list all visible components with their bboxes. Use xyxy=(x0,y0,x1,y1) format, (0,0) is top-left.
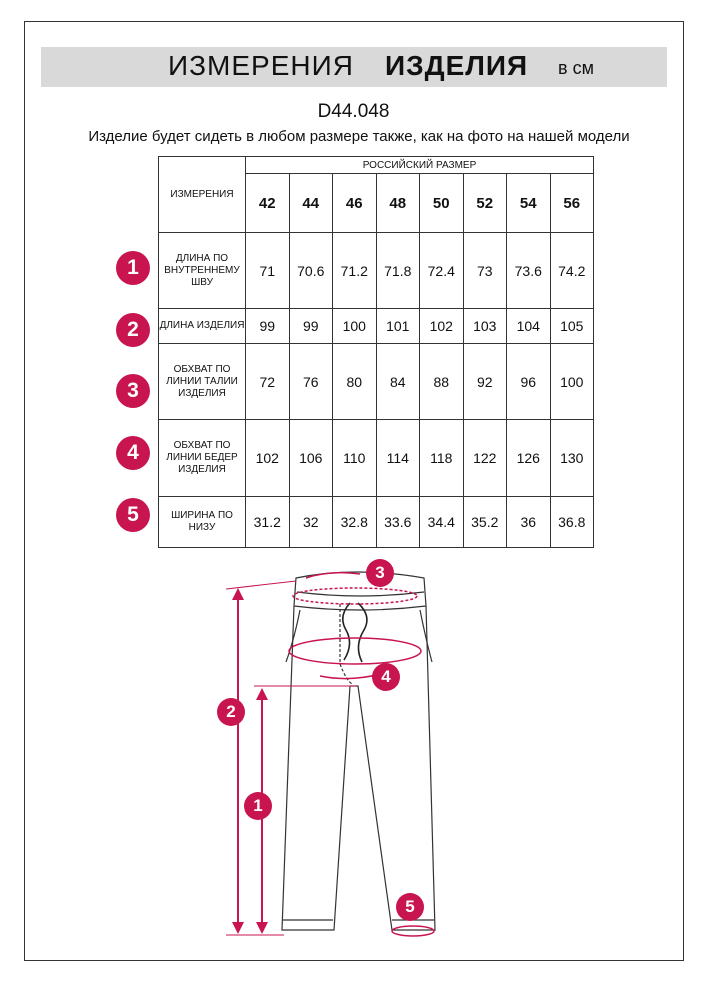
table-cell: 100 xyxy=(333,309,377,344)
table-cell: 106 xyxy=(289,420,333,496)
table-cell: 102 xyxy=(420,309,464,344)
size-group-header: РОССИЙСКИЙ РАЗМЕР xyxy=(246,157,594,174)
size-header: 48 xyxy=(376,174,420,233)
row-label: ОБХВАТ ПО ЛИНИИ БЕДЕР ИЗДЕЛИЯ xyxy=(159,420,246,496)
table-cell: 32.8 xyxy=(333,496,377,547)
table-cell: 100 xyxy=(550,344,594,420)
diagram-marker: 2 xyxy=(217,698,245,726)
table-cell: 31.2 xyxy=(246,496,290,547)
table-cell: 105 xyxy=(550,309,594,344)
table-cell: 73.6 xyxy=(507,233,551,309)
table-cell: 35.2 xyxy=(463,496,507,547)
fit-note: Изделие будет сидеть в любом размере также, как на фото на нашей модели xyxy=(88,128,630,145)
row-label: ДЛИНА ПО ВНУТРЕННЕМУ ШВУ xyxy=(159,233,246,309)
table-cell: 71.2 xyxy=(333,233,377,309)
hip-arrow xyxy=(320,674,380,679)
size-header: 52 xyxy=(463,174,507,233)
table-cell: 118 xyxy=(420,420,464,496)
table-cell: 102 xyxy=(246,420,290,496)
table-cell: 101 xyxy=(376,309,420,344)
diagram-marker: 5 xyxy=(396,893,424,921)
title-product: ИЗДЕЛИЯ xyxy=(385,50,529,81)
drawstring xyxy=(343,603,367,662)
row-number-badge: 3 xyxy=(116,374,150,408)
table-cell: 130 xyxy=(550,420,594,496)
table-cell: 88 xyxy=(420,344,464,420)
table-cell: 104 xyxy=(507,309,551,344)
row-label: ШИРИНА ПО НИЗУ xyxy=(159,496,246,547)
table-cell: 36 xyxy=(507,496,551,547)
size-header: 46 xyxy=(333,174,377,233)
table-cell: 32 xyxy=(289,496,333,547)
diagram-marker: 1 xyxy=(244,792,272,820)
inseam-arrow-bottom xyxy=(256,922,268,934)
table-cell: 72 xyxy=(246,344,290,420)
row-label: ОБХВАТ ПО ЛИНИИ ТАЛИИ ИЗДЕЛИЯ xyxy=(159,344,246,420)
table-cell: 33.6 xyxy=(376,496,420,547)
row-number-badge: 4 xyxy=(116,436,150,470)
table-cell: 103 xyxy=(463,309,507,344)
title-measurements: ИЗМЕРЕНИЯ xyxy=(168,50,354,81)
size-header: 50 xyxy=(420,174,464,233)
row-number-badge: 1 xyxy=(116,251,150,285)
inseam-arrow-top xyxy=(256,688,268,700)
product-length-arrow-top xyxy=(232,588,244,600)
table-cell: 71 xyxy=(246,233,290,309)
title-unit: в см xyxy=(558,58,594,78)
product-length-arrow-bottom xyxy=(232,922,244,934)
table-cell: 99 xyxy=(246,309,290,344)
table-cell: 34.4 xyxy=(420,496,464,547)
table-cell: 80 xyxy=(333,344,377,420)
table-cell: 36.8 xyxy=(550,496,594,547)
table-cell: 114 xyxy=(376,420,420,496)
size-header: 42 xyxy=(246,174,290,233)
table-cell: 110 xyxy=(333,420,377,496)
table-cell: 96 xyxy=(507,344,551,420)
table-cell: 76 xyxy=(289,344,333,420)
measure-header: ИЗМЕРЕНИЯ xyxy=(159,157,246,233)
table-cell: 126 xyxy=(507,420,551,496)
trousers-outline xyxy=(282,572,435,930)
diagram-marker: 3 xyxy=(366,559,394,587)
table-cell: 99 xyxy=(289,309,333,344)
table-cell: 73 xyxy=(463,233,507,309)
table-cell: 71.8 xyxy=(376,233,420,309)
size-header: 56 xyxy=(550,174,594,233)
row-number-badge: 2 xyxy=(116,313,150,347)
size-header: 44 xyxy=(289,174,333,233)
hip-line xyxy=(289,638,421,664)
hem-line xyxy=(392,926,434,936)
table-cell: 70.6 xyxy=(289,233,333,309)
diagram-marker: 4 xyxy=(372,663,400,691)
waist-arrow xyxy=(306,573,360,578)
table-cell: 74.2 xyxy=(550,233,594,309)
product-length-guide-top xyxy=(226,581,296,589)
size-header: 54 xyxy=(507,174,551,233)
row-label: ДЛИНА ИЗДЕЛИЯ xyxy=(159,309,246,344)
table-cell: 72.4 xyxy=(420,233,464,309)
row-number-badge: 5 xyxy=(116,498,150,532)
table-cell: 122 xyxy=(463,420,507,496)
product-code: D44.048 xyxy=(317,101,390,122)
table-cell: 84 xyxy=(376,344,420,420)
table-cell: 92 xyxy=(463,344,507,420)
